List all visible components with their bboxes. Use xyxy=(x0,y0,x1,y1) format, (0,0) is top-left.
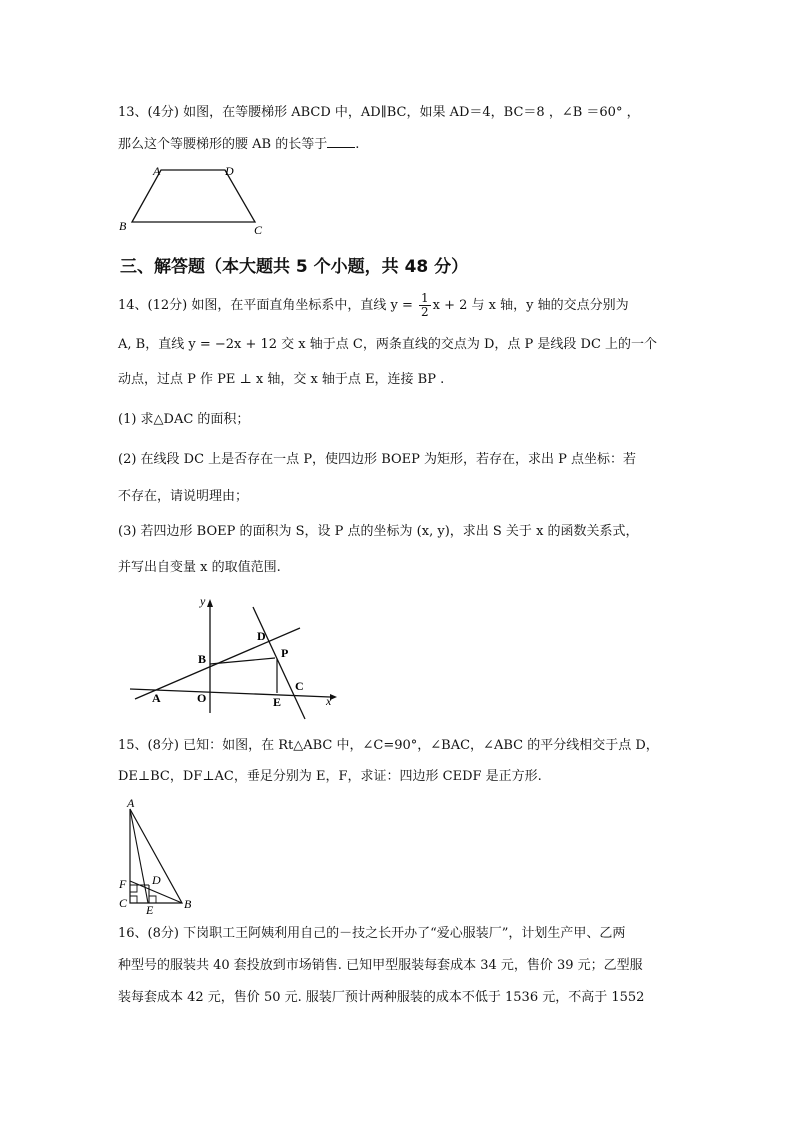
label-P: P xyxy=(281,646,289,660)
right-triangle-figure xyxy=(118,795,198,920)
label-D: D xyxy=(152,873,161,887)
q14-part-3a: (3) 若四边形 BOEP 的面积为 S，设 P 点的坐标为 (x, y)，求出 S 关于 x 的函数关系式， xyxy=(118,524,639,539)
right-angle-f xyxy=(130,885,137,892)
trapezoid-shape xyxy=(132,170,255,222)
bisector-ad xyxy=(130,809,148,903)
label-C: C xyxy=(254,223,263,237)
q16-line-3: 装每套成本 42 元，售价 50 元. 服装厂预计两种服装的成本不低于 1536 元，不高于 1552 xyxy=(118,990,645,1005)
y-axis-arrow xyxy=(207,599,213,607)
label-B: B xyxy=(119,219,127,233)
label-C: C xyxy=(119,896,128,910)
coordinate-figure xyxy=(125,593,345,723)
trapezoid-figure xyxy=(115,160,275,240)
q16-line-1: 16、(8分) 下岗职工王阿姨利用自己的－技之长开办了“爱心服装厂”，计划生产甲、乙两 xyxy=(118,926,626,941)
label-D: D xyxy=(225,164,234,178)
label-A: A xyxy=(153,164,161,178)
right-angle-e xyxy=(149,896,156,903)
label-A: A xyxy=(127,796,135,810)
label-y: y xyxy=(200,594,206,608)
segment-bp xyxy=(210,658,275,664)
label-F: F xyxy=(119,877,127,891)
label-E: E xyxy=(273,695,282,709)
label-B: B xyxy=(198,652,207,666)
q14-line-3: 动点，过点 P 作 PE ⊥ x 轴，交 x 轴于点 E，连接 BP . xyxy=(118,372,445,387)
label-O: O xyxy=(197,691,207,705)
label-C: C xyxy=(295,679,304,693)
fraction-one-half: $\frac{1}{2}$ xyxy=(421,291,429,319)
triangle-abc xyxy=(130,809,182,903)
section-heading: 三、解答题（本大题共 5 个小题，共 48 分） xyxy=(120,257,469,277)
label-D: D xyxy=(257,629,266,643)
q13-line-1: 13、(4分) 如图，在等腰梯形 ABCD 中，AD∥BC，如果 AD＝4，BC＝8 ，∠B ＝60° ， xyxy=(118,105,640,120)
q14-part-2a: (2) 在线段 DC 上是否存在一点 P，使四边形 BOEP 为矩形，若存在，求出 P 点坐标：若 xyxy=(118,452,637,467)
q15-line-2: DE⊥BC，DF⊥AC，垂足分别为 E，F，求证：四边形 CEDF 是正方形. xyxy=(118,769,542,784)
label-x: x xyxy=(326,694,332,708)
q14-line-2: A, B，直线 y = −2x + 12 交 x 轴于点 C，两条直线的交点为 D，点 P 是线段 DC 上的一个 xyxy=(118,337,658,352)
label-E: E xyxy=(146,903,154,917)
q14-part-3b: 并写出自变量 x 的取值范围. xyxy=(118,560,281,575)
q16-line-2: 种型号的服装共 40 套投放到市场销售. 已知甲型服装每套成本 34 元，售价 39 元；乙型服 xyxy=(118,958,643,973)
label-B: B xyxy=(184,897,192,911)
q15-line-1: 15、(8分) 已知：如图，在 Rt△ABC 中，∠C=90°，∠BAC，∠ABC 的平分线相交于点 D， xyxy=(118,738,659,753)
answer-blank xyxy=(327,135,355,148)
label-A: A xyxy=(152,691,161,705)
q13-line-2: 那么这个等腰梯形的腰 AB 的长等于 . xyxy=(118,137,360,152)
q14-line-1: 14、(12分) 如图，在平面直角坐标系中，直线 y = $\frac{1}{2}$ x + 2 与 x 轴，y 轴的交点分别为 xyxy=(118,291,629,319)
right-angle-c xyxy=(130,896,137,903)
q14-part-2b: 不存在，请说明理由； xyxy=(118,489,249,504)
q14-part-1: (1) 求△DAC 的面积； xyxy=(118,412,250,427)
